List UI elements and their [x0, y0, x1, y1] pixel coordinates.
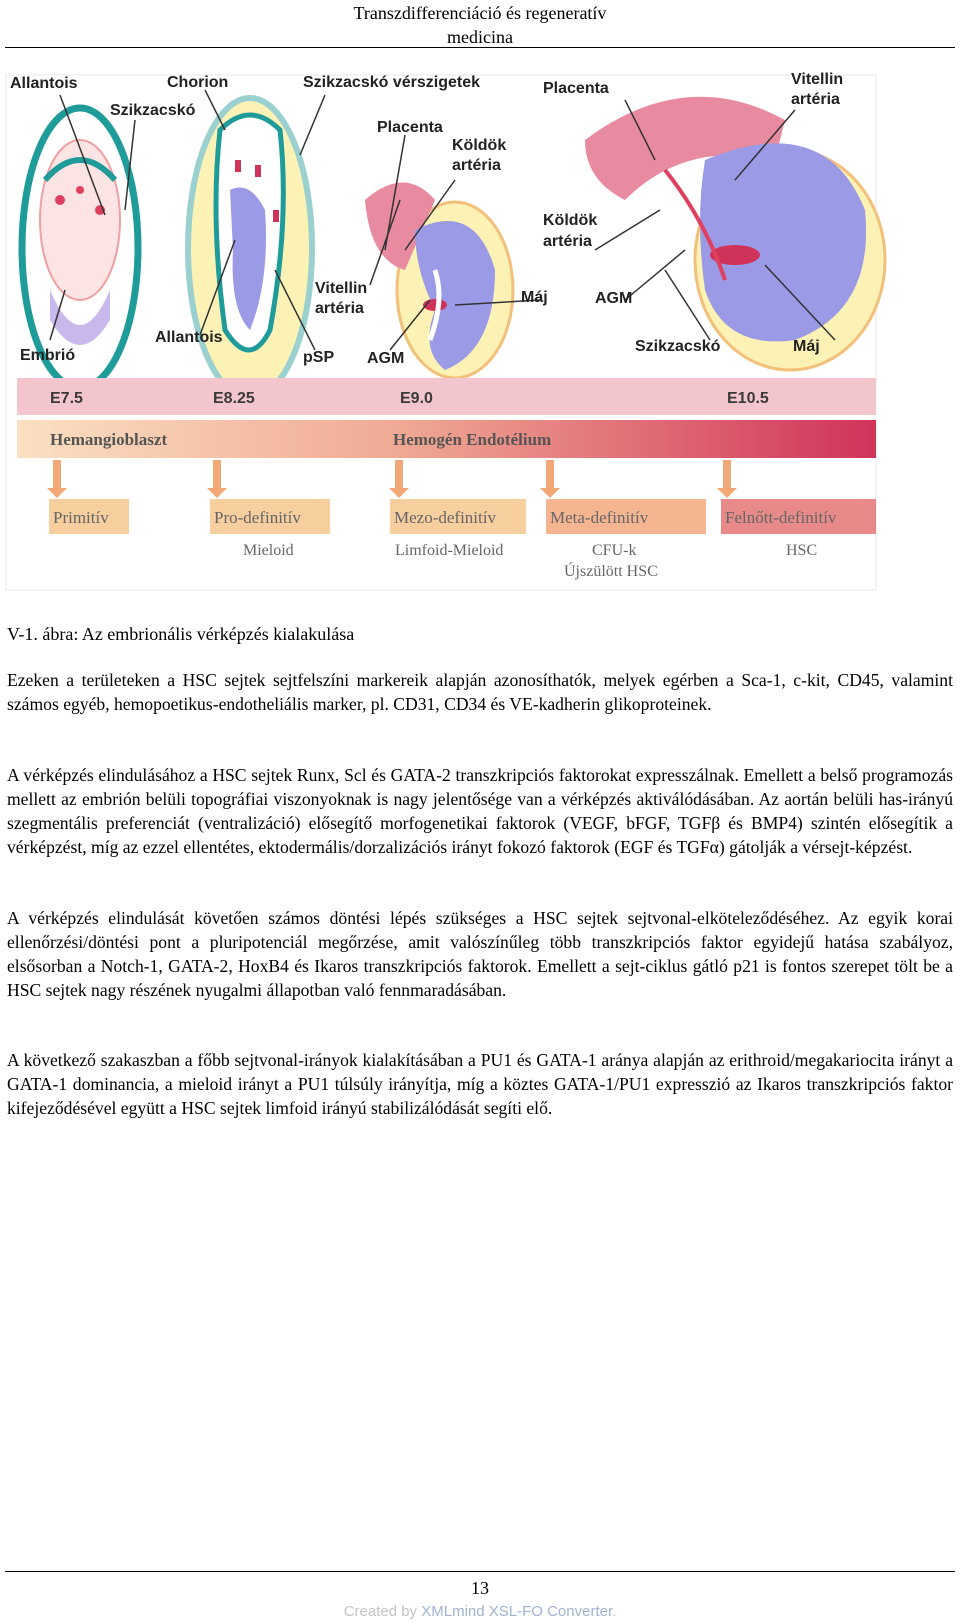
lineage-meta-definitiv: Meta-definitív [550, 508, 649, 527]
page-number: 13 [471, 1578, 489, 1598]
figure-caption: V-1. ábra: Az embrionális vérképzés kialakulása [7, 624, 355, 644]
credit-suffix: . [612, 1603, 617, 1620]
label-agm-2: AGM [595, 290, 633, 307]
label-vversziget: Szikzacskó vérszigetek [303, 74, 480, 91]
lineage-sub-ujszulott-hsc: Újszülött HSC [564, 563, 658, 580]
paragraph-2: A vérképzés elindulásához a HSC sejtek Runx, Scl és GATA-2 transzkripciós faktorokat expresszálnak. Emellett a belső programozás mellett az embrión belüli topográfiai viszonyoknak is nagy jelentősége van a vérképzés aktiválódásában. Az aortán belüli has-irányú szegmentális preferenciát (ventralizáció) elősegítő morfogenetikai faktorok (VEGF, bFGF, TGFβ és BMP4) szintén elősegítik a vérképzést, míg az ezzel ellentétes, ektodermális/dorzalizációs irányt fokozó faktorok (EGF és TGFα) gátolják a vérsejt-képzést. [7, 765, 953, 857]
embryo-e8-25-illustration [188, 98, 312, 398]
converter-credit [0, 1603, 960, 1620]
label-koldok-1a: Köldök [452, 137, 507, 154]
label-allantois-2: Allantois [155, 329, 223, 346]
running-header [0, 0, 960, 49]
stage-e9-0: E9.0 [400, 390, 433, 407]
label-maj-1: Máj [521, 289, 548, 306]
paragraph-3: A vérképzés elindulását követően számos döntési lépés szükséges a HSC sejtek sejtvonal-elköteleződéséhez. Az egyik korai ellenőrzési/döntési pont a pluripotenciál megőrzése, amit valószínűleg több transzkripciós faktor egyidejű hatása szabályoz, elsősorban a Notch-1, GATA-2, HoxB4 és Ikaros transzkripciós faktorok. Emellett a sejt-ciklus gátló p21 is fontos szerepet tölt be a HSC sejtek nagy részének nyugalmi állapotban való fennmaradásában. [7, 908, 953, 1000]
label-maj-2: Máj [793, 338, 820, 355]
stage-e8-25: E8.25 [213, 390, 255, 407]
lineage-sub-hsc: HSC [786, 542, 818, 559]
hematopoiesis-figure [5, 70, 909, 600]
label-vitellin-1a: Vitellin [315, 280, 368, 297]
lineage-felnott-definitiv: Felnőtt-definitív [725, 508, 837, 527]
stage-e7-5: E7.5 [50, 390, 83, 407]
label-chorion: Chorion [167, 74, 229, 91]
label-szikzacsko-2: Szikzacskó [635, 338, 721, 355]
label-embrio: Embrió [20, 347, 76, 364]
label-vitellin-2b: artéria [791, 91, 840, 108]
band-label-hemogen-endotelium: Hemogén Endotélium [393, 430, 552, 449]
lineage-primitiv: Primitív [53, 508, 109, 527]
lineage-sub-mieloid: Mieloid [243, 542, 294, 559]
header-title-line1: Transzdifferenciáció és regeneratív [353, 3, 607, 23]
label-koldok-1b: artéria [452, 157, 501, 174]
credit-brand-link[interactable]: XMLmind XSL-FO Converter [421, 1603, 613, 1620]
label-koldok-2a: Köldök [543, 212, 598, 229]
label-agm-1: AGM [367, 350, 405, 367]
lineage-mezo-definitiv: Mezo-definitív [394, 508, 496, 527]
header-title-line2: medicina [447, 27, 513, 47]
lineage-sub-limfoid-mieloid: Limfoid-Mieloid [395, 542, 504, 559]
paragraph-1: Ezeken a területeken a HSC sejtek sejtfelszíni markereik alapján azonosíthatók, melyek egérben a Sca-1, c-kit, CD45, valamint számos egyéb, hemopoetikus-endotheliális marker, pl. CD31, CD34 és VE-kadherin glikoproteinek. [7, 670, 953, 714]
label-vitellin-1b: artéria [315, 300, 364, 317]
header-rule [5, 47, 955, 48]
label-placenta-2: Placenta [543, 80, 609, 97]
label-placenta-1: Placenta [377, 119, 443, 136]
label-psp: pSP [303, 349, 335, 366]
stage-e10-5: E10.5 [727, 390, 769, 407]
band-label-hemangioblaszt: Hemangioblaszt [50, 430, 168, 449]
paragraph-4: A következő szakaszban a főbb sejtvonal-irányok kialakításában a PU1 és GATA-1 aránya alapján az erithroid/megakariocita irányt a GATA-1 dominancia, a mieloid irányt a PU1 túlsúly irányítja, míg a köztes GATA-1/PU1 expresszió az Ikaros transzkripciós faktor kifejeződésével együtt a HSC sejtek limfoid irányú stabilizálódását segíti elő. [7, 1050, 953, 1118]
label-allantois-1: Allantois [10, 75, 78, 92]
lineage-sub-cfu-k: CFU-k [592, 542, 637, 559]
label-koldok-2b: artéria [543, 233, 592, 250]
lineage-pro-definitiv: Pro-definitív [214, 508, 301, 527]
label-szikzacsko-1: Szikzacskó [110, 102, 196, 119]
label-vitellin-2a: Vitellin [791, 71, 844, 88]
credit-prefix: Created by [343, 1603, 422, 1620]
footer-rule [5, 1571, 955, 1572]
